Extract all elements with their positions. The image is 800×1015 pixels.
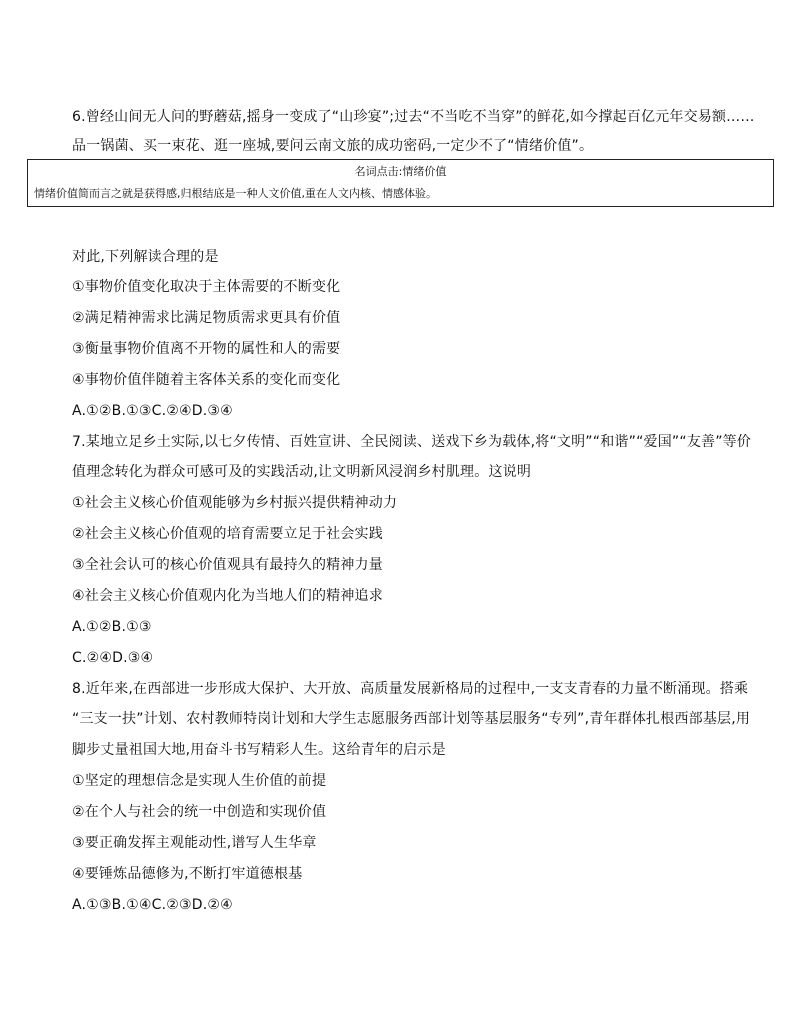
term-box-text: 情绪价值简而言之就是获得感,归根结底是一种人文价值,重在人文内核、情感体验。 xyxy=(34,187,437,200)
q7-option-3: ③全社会认可的核心价值观具有最持久的精神力量 xyxy=(72,557,383,573)
q6-option-1: ①事物价值变化取决于主体需要的不断变化 xyxy=(72,279,341,295)
q7-stem-line-2: 值理念转化为群众可感可及的实践活动,让文明新风浸润乡村肌理。这说明 xyxy=(72,464,532,480)
q8-option-2: ②在个人与社会的统一中创造和实现价值 xyxy=(72,804,327,820)
q8-option-3: ③要正确发挥主观能动性,谱写人生华章 xyxy=(72,835,317,851)
q7-answer-choices-2: C.②④D.③④ xyxy=(72,650,154,666)
q8-option-1: ①坚定的理想信念是实现人生价值的前提 xyxy=(72,773,327,789)
q7-option-4: ④社会主义核心价值观内化为当地人们的精神追求 xyxy=(72,588,383,604)
q8-stem-line-3: 脚步丈量祖国大地,用奋斗书写精彩人生。这给青年的启示是 xyxy=(72,742,446,758)
q6-answer-choices: A.①②B.①③C.②④D.③④ xyxy=(72,403,233,419)
q6-option-3: ③衡量事物价值离不开物的属性和人的需要 xyxy=(72,341,341,357)
q6-stem-line-2: 品一锅菌、买一束花、逛一座城,要问云南文旅的成功密码,一定少不了“情绪价值”。 xyxy=(72,138,594,154)
q6-option-4: ④事物价值伴随着主客体关系的变化而变化 xyxy=(72,372,341,388)
q8-answer-choices: A.①③B.①④C.②③D.②④ xyxy=(72,897,233,913)
q7-answer-choices-1: A.①②B.①③ xyxy=(72,619,152,635)
q8-option-4: ④要锤炼品德修为,不断打牢道德根基 xyxy=(72,866,303,882)
q8-stem-line-2: “三支一扶”计划、农村教师特岗计划和大学生志愿服务西部计划等基层服务“专列”,青年群体扎根西部基层,用 xyxy=(72,711,751,727)
q7-option-1: ①社会主义核心价值观能够为乡村振兴提供精神动力 xyxy=(72,495,398,511)
q7-stem-line-1: 7.某地立足乡土实际,以七夕传情、百姓宣讲、全民阅读、送戏下乡为载体,将“文明”“和谐”“爱国”“友善”等价 xyxy=(72,434,752,450)
q6-stem-line-1: 6.曾经山间无人问的野蘑菇,摇身一变成了“山珍宴”;过去“不当吃不当穿”的鲜花,如今撑起百亿元年交易额…… xyxy=(72,109,755,125)
q8-stem-line-1: 8.近年来,在西部进一步形成大保护、大开放、高质量发展新格局的过程中,一支支青春的力量不断涌现。搭乘 xyxy=(72,681,749,697)
term-explanation-box xyxy=(27,159,774,207)
term-box-title: 名词点击:情绪价值 xyxy=(354,165,447,178)
q7-option-2: ②社会主义核心价值观的培育需要立足于社会实践 xyxy=(72,526,383,542)
q6-question: 对此,下列解读合理的是 xyxy=(72,249,219,265)
q6-option-2: ②满足精神需求比满足物质需求更具有价值 xyxy=(72,310,341,326)
